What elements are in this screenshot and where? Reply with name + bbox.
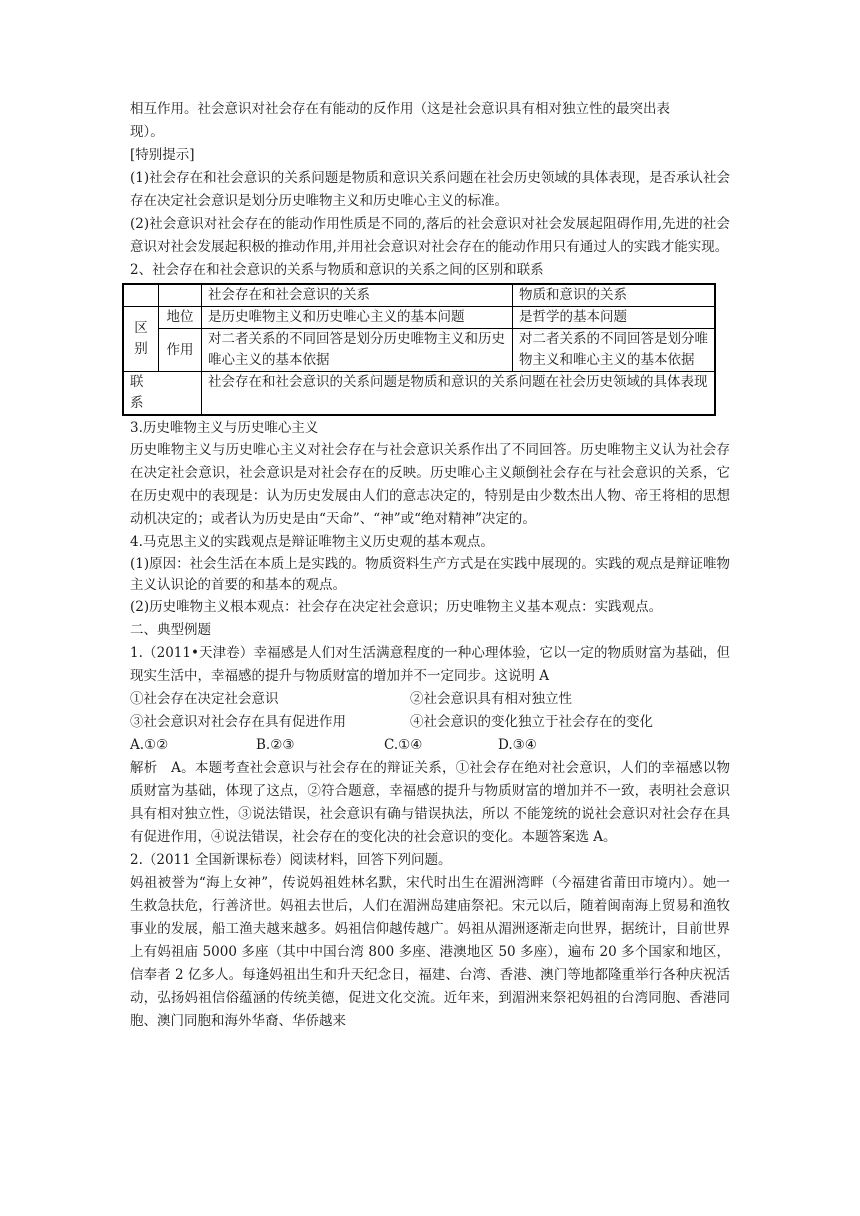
table-lianxi-text: 社会存在和社会意识的关系问题是物质和意识的关系问题在社会历史领域的具体表现: [202, 372, 716, 416]
document-page: [130, 98, 730, 1033]
q2-stem: 2.（2011 全国新课标卷）阅读材料，回答下列问题。: [130, 852, 452, 868]
q1-stem: 1.（2011•天津卷）幸福感是人们对生活满意程度的一种心理体验，它以一定的物质财富为基础，但现实生活中，幸福感的提升与物质财富的增加并不一定同步。这说明 A: [130, 645, 730, 684]
section3-heading: 3.历史唯物主义与历史唯心主义: [130, 420, 319, 436]
q1-options-row-1: [130, 688, 730, 711]
section2-heading: 2、社会存在和社会意识的关系与物质和意识的关系之间的区别和联系: [130, 262, 544, 278]
q1-option-4: ④社会意识的变化独立于社会存在的变化: [410, 714, 653, 730]
table-row-label: 地位: [159, 307, 202, 329]
q1-option-2: ②社会意识具有相对独立性: [410, 691, 572, 707]
table-row-label: 作用: [159, 329, 202, 372]
special-tip-p1: (1)社会存在和社会意识的关系问题是物质和意识关系问题在社会历史领域的具体表现，是否承认社会存在决定社会意识是划分历史唯物主义和历史唯心主义的标准。: [130, 170, 730, 209]
table-header-col2: 物质和意识的关系: [513, 284, 716, 307]
q2-material: 妈祖被誉为“海上女神”，传说妈祖姓林名默，宋代时出生在湄洲湾畔（今福建省莆田市境内）。她一生救急扶危，行善济世。妈祖去世后，人们在湄洲岛建庙祭祀。宋元以后，随着闽南海上贸易和渔牧事业的发展，船工渔夫越来越多。妈祖信仰越传越广。妈祖从湄洲逐渐走向世界，据统计，目前世界上有妈祖庙 5000 多座（其中中国台湾 800 多座、港澳地区 50 多座），遍布 20 多个国家和地区，信奉者 2 亿多人。每逢妈祖出生和升天纪念日，福建、台湾、香港、澳门等地都隆重举行各种庆祝活动，弘扬妈祖信俗蕴涵的传统美德，促进文化交流。近年来，到湄洲来祭祀妈祖的台湾同胞、香港同胞、澳门同胞和海外华裔、华侨越来: [130, 875, 730, 1029]
table-cell: 是哲学的基本问题: [513, 307, 716, 329]
table-cell: 是历史唯物主义和历史唯心主义的基本问题: [202, 307, 513, 329]
q1-choice-c: C.①④: [384, 737, 423, 753]
q1-analysis: 解析 A。本题考查社会意识与社会存在的辩证关系，①社会存在绝对社会意识，人们的幸福感以物质财富为基础，体现了这点，②符合题意，幸福感的提升与物质财富的增加并不一致，表明社会意识具有相对独立性，③说法错误，社会意识有确与错误执法，所以 不能笼统的说社会意识对社会存在具有促进作用，④说法错误，社会存在的变化决的社会意识的变化。本题答案选 A。: [130, 760, 730, 845]
table-corner-cell: [123, 284, 159, 307]
table-cell: 对二者关系的不同回答是划分历史唯物主义和历史唯心主义的基本依据: [202, 329, 513, 372]
table-row: [123, 372, 715, 416]
q1-choice-a: A.①②: [130, 737, 169, 753]
section4-p2: (2)历史唯物主义根本观点：社会存在决定社会意识；历史唯物主义基本观点：实践观点。: [130, 599, 663, 615]
q1-choice-d: D.③④: [498, 737, 537, 753]
table-header-col1: 社会存在和社会意识的关系: [202, 284, 513, 307]
comparison-table: [122, 283, 716, 416]
special-tip-heading: [特别提示]: [130, 147, 195, 163]
q1-choice-b: B.②③: [256, 737, 295, 753]
section3-body: 历史唯物主义与历史唯心主义对社会存在与社会意识关系作出了不同回答。历史唯物主义认为社会存在决定社会意识，社会意识是对社会存在的反映。历史唯心主义颠倒社会存在与社会意识的关系，它在历史观中的表现是：认为历史发展由人们的意志决定的，特别是由少数杰出人物、帝王将相的思想动机决定的；或者认为历史是由“天命”、“神”或“绝对精神”决定的。: [130, 442, 730, 527]
examples-heading: 二、典型例题: [130, 622, 211, 638]
table-lianxi-label: 联 系: [123, 372, 202, 416]
q1-option-1: ①社会存在决定社会意识: [130, 691, 279, 707]
table-header-row: [123, 284, 715, 307]
table-row: [123, 307, 715, 329]
intro-line-1: 相互作用。社会意识对社会存在有能动的反作用（这是社会意识具有相对独立性的最突出表: [130, 101, 670, 117]
q1-option-3: ③社会意识对社会存在具有促进作用: [130, 714, 346, 730]
section4-heading: 4.马克思主义的实践观点是辩证唯物主义历史观的基本观点。: [130, 534, 494, 550]
special-tip-p2: (2)社会意识对社会存在的能动作用性质是不同的,落后的社会意识对社会发展起阻碍作用,先进的社会意识对社会发展起积极的推动作用,并用社会意识对社会存在的能动作用只有通过人的实践才能实现。: [130, 216, 730, 255]
table-corner-cell-2: [159, 284, 202, 307]
q1-options-row-2: [130, 711, 730, 734]
intro-line-2: 现）。: [130, 124, 164, 140]
section4-p1: (1)原因：社会生活在本质上是实践的。物质资料生产方式是在实践中展现的。实践的观点是辩证唯物主义认识论的首要的和基本的观点。: [130, 556, 730, 593]
table-row: [123, 329, 715, 372]
table-group-label: 区别: [123, 307, 159, 372]
q1-choices-row: [130, 734, 730, 757]
table-cell: 对二者关系的不同回答是划分唯物主义和唯心主义的基本依据: [513, 329, 716, 372]
